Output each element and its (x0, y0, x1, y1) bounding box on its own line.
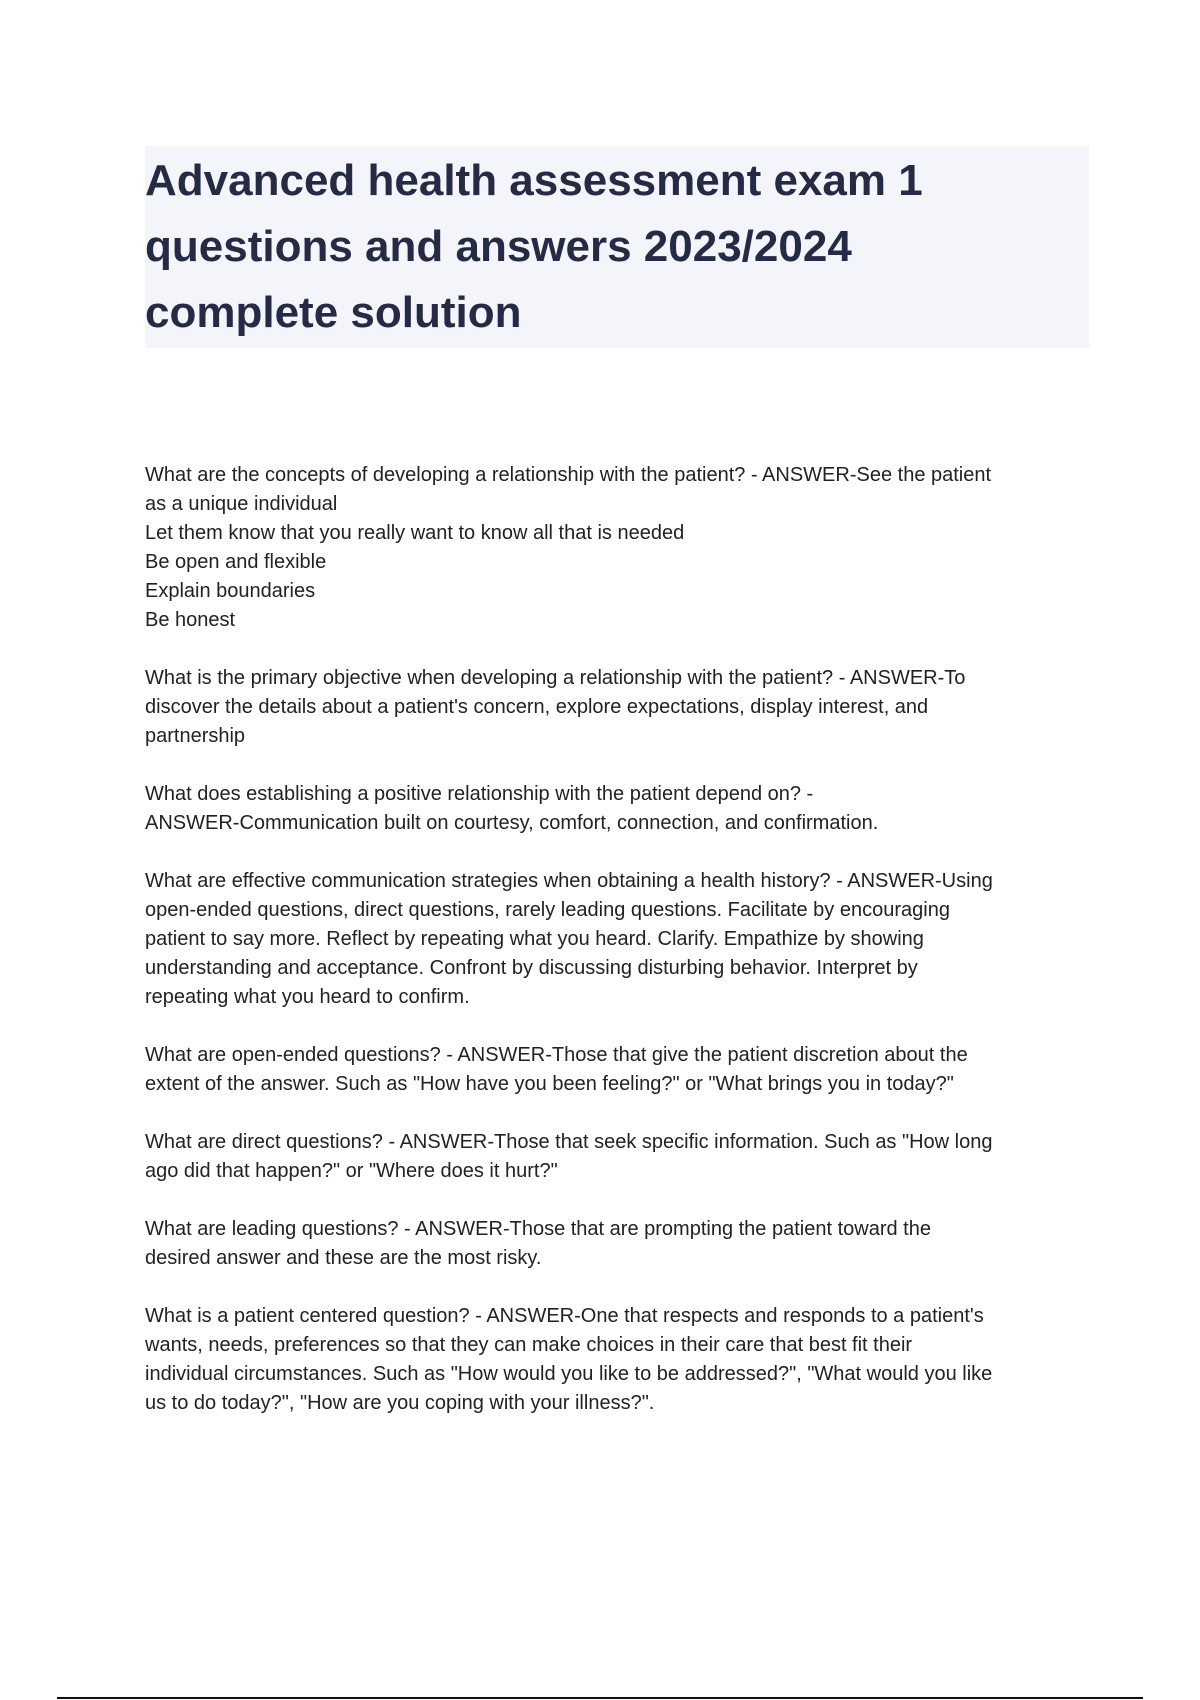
qa-text-line: extent of the answer. Such as "How have you been feeling?" or "What brings you in today?" (145, 1073, 954, 1095)
qa-text-line: Let them know that you really want to know all that is needed (145, 522, 685, 544)
qa-text-line: understanding and acceptance. Confront by discussing disturbing behavior. Interpret by (145, 957, 918, 979)
document-title (145, 148, 1045, 346)
qa-text-line: What are direct questions? - ANSWER-Those that seek specific information. Such as "How long (145, 1131, 993, 1153)
qa-text-line: wants, needs, preferences so that they can make choices in their care that best fit their (145, 1334, 913, 1356)
title-band (145, 146, 1089, 348)
qa-text-line: ago did that happen?" or "Where does it hurt?" (145, 1160, 558, 1182)
title-line: Advanced health assessment exam 1 (145, 156, 923, 205)
qa-item (145, 867, 1095, 1012)
qa-list (145, 461, 1095, 1447)
qa-text-line: What are the concepts of developing a relationship with the patient? - ANSWER-See the patient (145, 464, 992, 486)
qa-text-line: What are effective communication strategies when obtaining a health history? - ANSWER-Using (145, 870, 993, 892)
qa-item (145, 664, 1095, 751)
qa-text-line: What does establishing a positive relationship with the patient depend on? - (145, 783, 814, 805)
qa-text-line: Explain boundaries (145, 580, 316, 602)
qa-text-line: patient to say more. Reflect by repeating what you heard. Clarify. Empathize by showing (145, 928, 924, 950)
qa-text-line: desired answer and these are the most risky. (145, 1247, 542, 1269)
qa-text-line: What are open-ended questions? - ANSWER-Those that give the patient discretion about the (145, 1044, 968, 1066)
qa-text-line: as a unique individual (145, 493, 338, 515)
qa-text-line: us to do today?", "How are you coping with your illness?". (145, 1392, 655, 1414)
page-footer-rule (57, 1697, 1143, 1699)
qa-text-line: Be honest (145, 609, 236, 631)
qa-text-line: individual circumstances. Such as "How would you like to be addressed?", "What would you like (145, 1363, 993, 1385)
qa-text-line: partnership (145, 725, 246, 747)
qa-item (145, 461, 1095, 635)
qa-item (145, 1041, 1095, 1099)
title-line: questions and answers 2023/2024 (145, 222, 852, 271)
qa-item (145, 780, 1095, 838)
qa-item (145, 1302, 1095, 1418)
qa-item (145, 1128, 1095, 1186)
qa-text-line: Be open and flexible (145, 551, 327, 573)
qa-text-line: What are leading questions? - ANSWER-Those that are prompting the patient toward the (145, 1218, 931, 1240)
title-line: complete solution (145, 288, 522, 337)
qa-text-line: repeating what you heard to confirm. (145, 986, 470, 1008)
qa-text-line: ANSWER-Communication built on courtesy, comfort, connection, and confirmation. (145, 812, 879, 834)
qa-text-line: discover the details about a patient's concern, explore expectations, display interest, and (145, 696, 929, 718)
qa-item (145, 1215, 1095, 1273)
qa-text-line: open-ended questions, direct questions, rarely leading questions. Facilitate by encouraging (145, 899, 950, 921)
qa-text-line: What is a patient centered question? - ANSWER-One that respects and responds to a patient's (145, 1305, 984, 1327)
qa-text-line: What is the primary objective when developing a relationship with the patient? - ANSWER-To (145, 667, 966, 689)
